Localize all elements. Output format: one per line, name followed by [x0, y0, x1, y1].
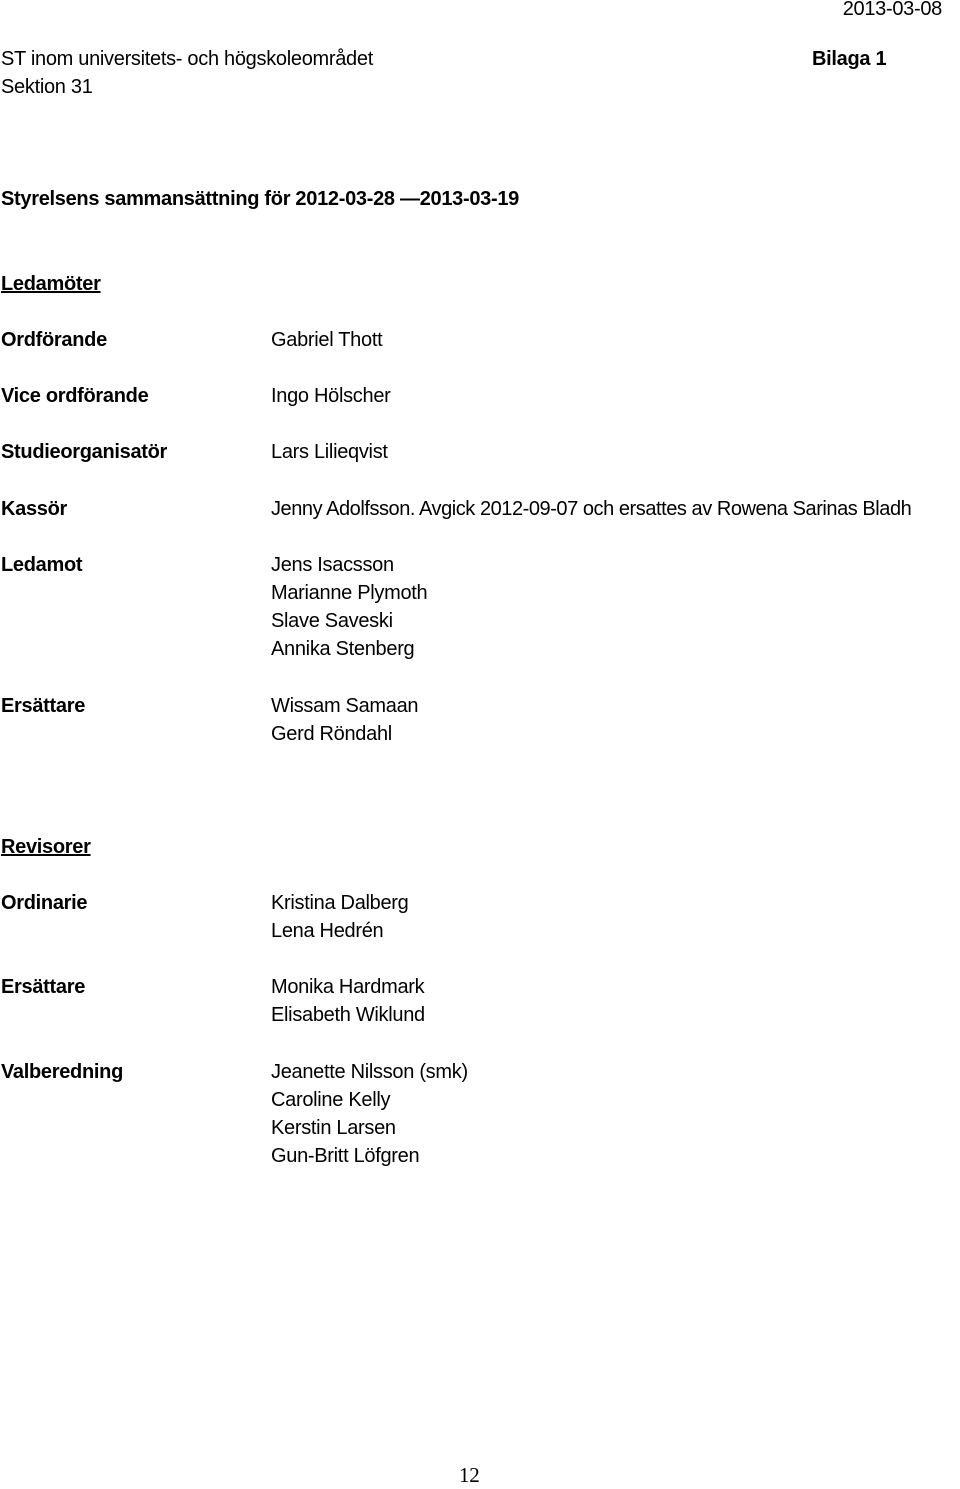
- ordinary-auditor-list: [271, 889, 409, 945]
- chair-name: Gabriel Thott: [271, 329, 383, 351]
- list-item: Monika Hardmark: [271, 976, 425, 998]
- list-item: Slave Saveski: [271, 610, 393, 632]
- study-organizer-label: Studieorganisatör: [1, 441, 168, 463]
- study-organizer-name: Lars Lilieqvist: [271, 441, 388, 463]
- member-substitute-list: [271, 692, 418, 748]
- member-list: [271, 551, 427, 663]
- list-item: Jeanette Nilsson (smk): [271, 1061, 468, 1083]
- document-date: 2013-03-08: [842, 0, 942, 20]
- member-label: Ledamot: [1, 554, 83, 576]
- list-item: Elisabeth Wiklund: [271, 1004, 425, 1026]
- members-heading: Ledamöter: [1, 273, 101, 295]
- list-item: Annika Stenberg: [271, 638, 415, 660]
- treasurer-label: Kassör: [1, 498, 68, 520]
- member-substitute-label: Ersättare: [1, 695, 86, 717]
- page-number: 12: [459, 1463, 480, 1487]
- organization-name: ST inom universitets- och högskoleområdet: [1, 48, 373, 70]
- list-item: Jens Isacsson: [271, 554, 394, 576]
- auditors-heading: Revisorer: [1, 836, 91, 858]
- section-name: Sektion 31: [1, 76, 93, 98]
- list-item: Gerd Röndahl: [271, 723, 392, 745]
- list-item: Wissam Samaan: [271, 695, 419, 717]
- chair-label: Ordförande: [1, 329, 107, 351]
- attachment-label: Bilaga 1: [812, 48, 887, 70]
- list-item: Caroline Kelly: [271, 1089, 391, 1111]
- vice-chair-label: Vice ordförande: [1, 385, 149, 407]
- list-item: Marianne Plymoth: [271, 582, 428, 604]
- list-item: Lena Hedrén: [271, 920, 384, 942]
- auditor-substitute-label: Ersättare: [1, 976, 86, 998]
- list-item: Kerstin Larsen: [271, 1117, 396, 1139]
- nomination-committee-label: Valberedning: [1, 1061, 123, 1083]
- ordinary-label: Ordinarie: [1, 892, 88, 914]
- auditor-substitute-list: [271, 973, 425, 1029]
- list-item: Gun-Britt Löfgren: [271, 1145, 420, 1167]
- list-item: Kristina Dalberg: [271, 892, 409, 914]
- nomination-committee-list: [271, 1058, 468, 1170]
- vice-chair-name: Ingo Hölscher: [271, 385, 391, 407]
- treasurer-name: Jenny Adolfsson. Avgick 2012-09-07 och ersattes av Rowena Sarinas Bladh: [271, 498, 912, 520]
- page-title: Styrelsens sammansättning för 2012-03-28 —2013-03-19: [1, 188, 519, 210]
